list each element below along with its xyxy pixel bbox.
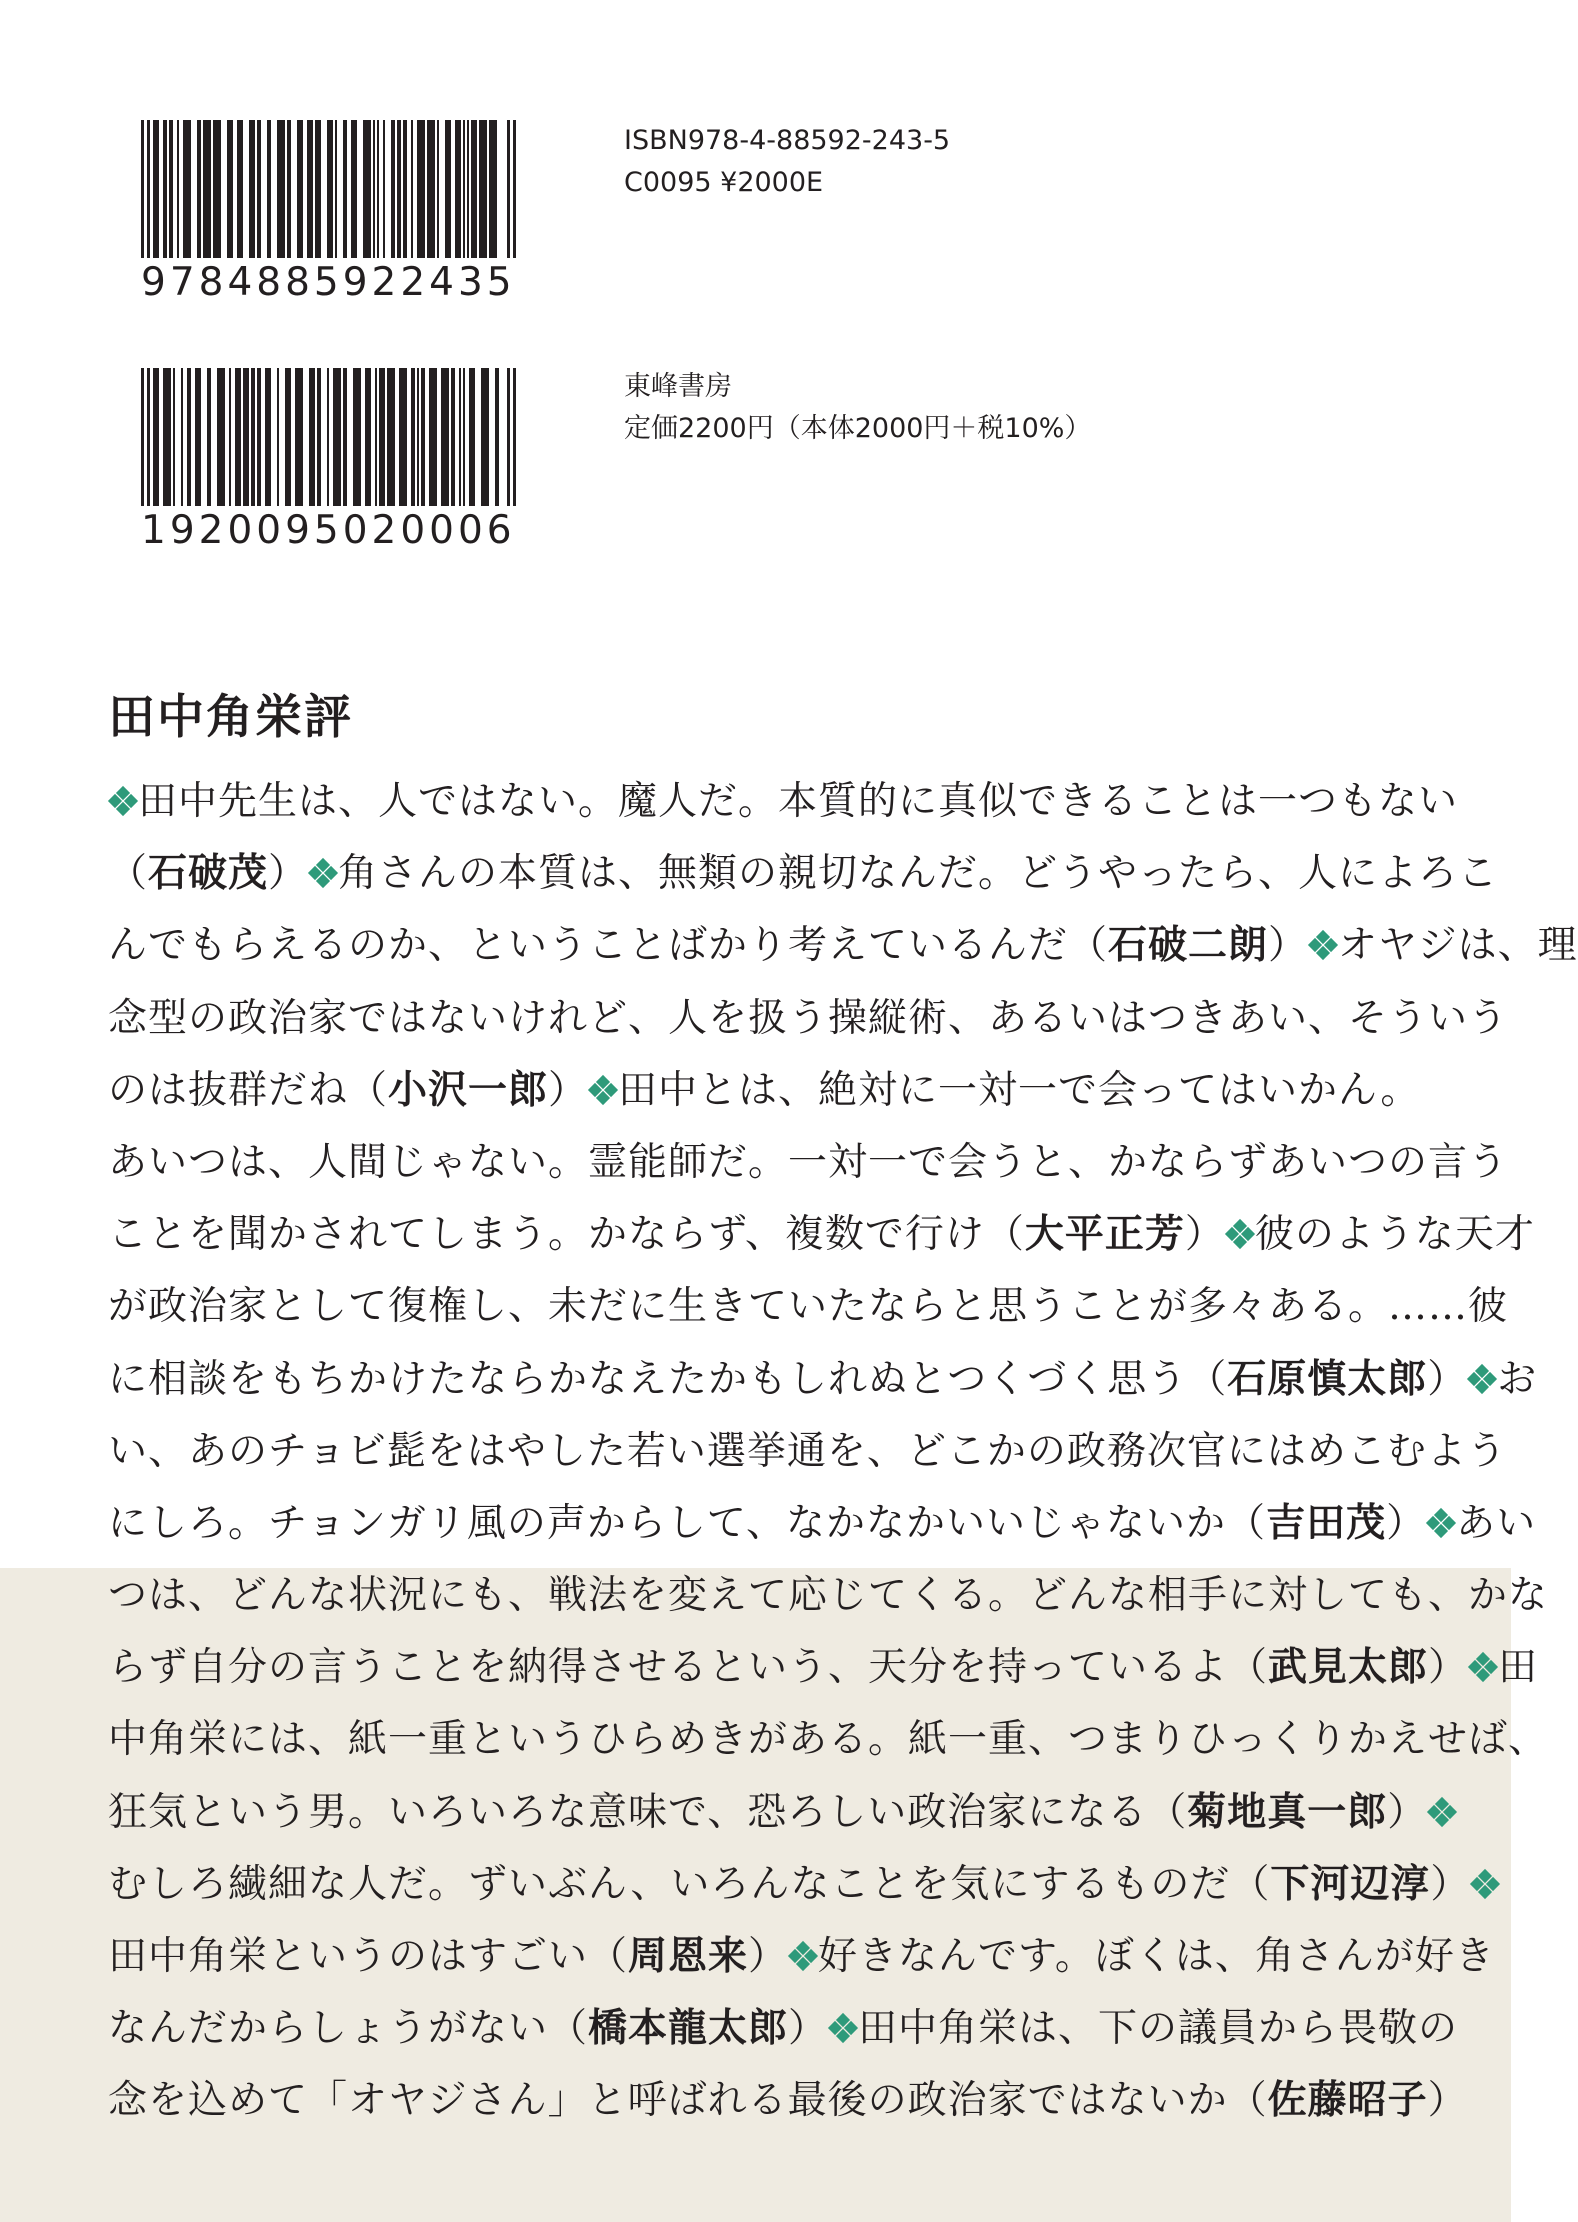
diamond-bullet-icon: [1469, 1366, 1495, 1392]
barcode-bar: [141, 120, 144, 258]
barcode-bar: [429, 368, 437, 506]
barcode-bar: [399, 368, 407, 506]
text-line: [108, 1488, 1537, 1560]
quote-text: なんだからしょうがない（: [108, 2006, 589, 2052]
text-line: [108, 1921, 1495, 1993]
barcode-bar: [163, 120, 167, 258]
quote-text: ）: [1387, 1789, 1428, 1835]
text-line: [108, 1777, 1428, 1849]
text-line: [108, 1993, 1459, 2065]
barcode-bar: [177, 120, 179, 258]
quote-text: 角さんの本質は、無類の親切なんだ。どうやったら、人によろこ: [338, 851, 1499, 897]
barcode-bar: [365, 368, 371, 506]
classification-code: C0095 ¥2000E: [624, 167, 824, 198]
isbn-barcode: [141, 120, 516, 304]
quote-text: 田中角栄は、下の議員から畏敬の: [858, 2006, 1459, 2052]
quote-text: 念を込めて「オヤジさん」と呼ばれる最後の政治家ではないか（: [108, 2078, 1268, 2124]
barcode-bar: [277, 368, 279, 506]
quote-text: お: [1497, 1356, 1538, 1402]
barcode-bar: [207, 368, 211, 506]
quote-text: のは抜群だね（: [108, 1067, 389, 1113]
quote-text: ）: [1430, 1861, 1471, 1907]
quote-author: 橋本龍太郎: [588, 2006, 789, 2052]
barcode-bar: [351, 120, 357, 258]
diamond-bullet-icon: [1470, 1654, 1496, 1680]
quote-text: （: [108, 851, 149, 897]
barcode-bar: [327, 120, 333, 258]
barcode-bar: [481, 368, 489, 506]
barcode-bar: [195, 368, 201, 506]
quote-text: ことを聞かされてしまう。かならず、複数で行け（: [108, 1212, 1025, 1258]
barcode-bar: [451, 368, 455, 506]
barcode-bar: [217, 368, 225, 506]
quote-text: ）: [1428, 1645, 1469, 1691]
barcode-bar: [287, 120, 291, 258]
barcode-bar: [421, 368, 425, 506]
barcode-bar: [469, 368, 475, 506]
quote-text: ）: [748, 1934, 789, 1979]
barcode-bar: [417, 120, 425, 258]
quote-text: 彼のような天才: [1254, 1212, 1535, 1258]
barcode-bars: [141, 120, 516, 258]
barcode-bar: [411, 368, 415, 506]
barcode-bar: [343, 120, 347, 258]
quote-text: あい: [1456, 1500, 1537, 1546]
text-line: [108, 1632, 1539, 1704]
diamond-bullet-icon: [1428, 1510, 1454, 1536]
diamond-bullet-icon: [590, 1077, 616, 1103]
barcode-bar: [387, 368, 395, 506]
barcode-bar: [327, 368, 329, 506]
barcode-bar: [403, 120, 407, 258]
barcode-bar: [307, 120, 313, 258]
barcode-bar: [315, 120, 321, 258]
text-line: [108, 2065, 1468, 2137]
section-heading: 田中角栄評: [108, 690, 353, 745]
quote-text: 田: [1498, 1645, 1539, 1691]
barcode-bar: [463, 368, 465, 506]
text-line: [108, 1560, 1549, 1632]
barcode-bar: [237, 120, 243, 258]
barcode-bar: [169, 120, 173, 258]
text-line: [108, 1055, 1421, 1127]
barcode-digits: 1920095020006: [141, 508, 516, 553]
barcode-bar: [489, 120, 497, 258]
barcode-bar: [163, 368, 171, 506]
barcode-bar: [391, 120, 395, 258]
quote-text: ）: [268, 851, 309, 897]
text-line: [108, 1344, 1538, 1416]
barcode-bar: [227, 120, 233, 258]
quote-text: ）: [548, 1067, 589, 1113]
quote-text: んでもらえるのか、ということばかり考えているんだ（: [108, 923, 1109, 969]
diamond-bullet-icon: [1310, 932, 1336, 958]
barcode-bar: [471, 120, 477, 258]
isbn-info: [624, 120, 950, 204]
diamond-bullet-icon: [790, 1943, 816, 1969]
quote-text: にしろ。チョンガリ風の声からして、なかなかいいじゃないか（: [108, 1500, 1267, 1546]
barcode-bar: [507, 368, 510, 506]
barcode-bar: [479, 120, 487, 258]
barcode-bar: [343, 368, 347, 506]
barcode-bar: [427, 120, 435, 258]
barcode-bar: [265, 368, 271, 506]
text-line: [108, 838, 1499, 910]
barcode-bar: [379, 368, 385, 506]
barcode-bar: [463, 120, 465, 258]
barcode-bar: [459, 368, 461, 506]
barcode-bar: [333, 368, 341, 506]
text-line: [108, 1127, 1509, 1199]
quote-text: 狂気という男。いろいろな意味で、恐ろしい政治家になる（: [108, 1789, 1188, 1835]
barcode-bar: [297, 120, 303, 258]
quote-author: 吉田茂: [1266, 1500, 1387, 1546]
quote-text: らず自分の言うことを納得させるという、天分を持っているよ（: [108, 1645, 1269, 1691]
barcode-bar: [187, 368, 191, 506]
barcode-bar: [417, 368, 419, 506]
quote-text: い、あのチョビ髭をはやした若い選挙通を、どこかの政務次官にはめこむよう: [108, 1428, 1507, 1474]
barcode-bar: [243, 368, 249, 506]
barcode-bar: [445, 120, 451, 258]
barcode-bar: [363, 120, 371, 258]
barcode-bar: [383, 120, 385, 258]
quote-text: つは、どんな状況にも、戦法を変えて応じてくる。どんな相手に対しても、かな: [108, 1573, 1549, 1619]
barcode-bar: [257, 368, 261, 506]
quote-text: むしろ繊細な人だ。ずいぶん、いろんなことを気にするものだ（: [108, 1861, 1271, 1907]
publisher-info: [624, 366, 1091, 450]
text-line: [108, 766, 1459, 838]
text-line: [108, 910, 1578, 982]
quote-author: 佐藤昭子: [1267, 2078, 1428, 2124]
barcode-bar: [437, 120, 439, 258]
text-line: [108, 1199, 1535, 1271]
text-line: [108, 1416, 1507, 1488]
price-text: 定価2200円（本体2000円＋税10%）: [624, 413, 1092, 444]
barcode-bar: [153, 120, 159, 258]
barcode-bar: [267, 120, 271, 258]
barcode-bar: [141, 368, 144, 506]
quote-author: 菊地真一郎: [1187, 1789, 1388, 1835]
barcode-bar: [235, 368, 241, 506]
barcode-bar: [173, 368, 175, 506]
barcode-bar: [513, 120, 516, 258]
barcode-bar: [197, 120, 201, 258]
quote-text: ）: [1427, 2078, 1468, 2124]
price-barcode: [141, 368, 516, 552]
barcode-bar: [375, 368, 377, 506]
quote-author: 石破二朗: [1108, 923, 1269, 969]
quote-text: ）: [1184, 1212, 1225, 1258]
barcode-bar: [249, 120, 255, 258]
quote-text: ）: [1427, 1356, 1468, 1402]
isbn-number: ISBN978-4-88592-243-5: [624, 125, 951, 156]
quote-author: 石原慎太郎: [1227, 1356, 1428, 1402]
quote-text: ）: [788, 2006, 829, 2052]
barcode-bar: [147, 120, 150, 258]
quote-text: オヤジは、理: [1338, 923, 1578, 969]
text-line: [108, 983, 1509, 1055]
barcode-bar: [309, 368, 315, 506]
publisher-name: 東峰書房: [624, 371, 732, 402]
barcode-bar: [467, 120, 469, 258]
barcode-bar: [181, 368, 183, 506]
barcode-bar: [251, 368, 255, 506]
barcode-bar: [441, 368, 449, 506]
barcode-bar: [513, 368, 516, 506]
diamond-bullet-icon: [830, 2015, 856, 2041]
barcode-bar: [153, 368, 159, 506]
quote-author: 周恩来: [628, 1934, 749, 1979]
diamond-bullet-icon: [110, 788, 136, 814]
barcode-bar: [229, 368, 231, 506]
quote-text: 好きなんです。ぼくは、角さんが好き: [818, 1934, 1495, 1979]
barcode-bar: [377, 120, 379, 258]
quote-author: 武見太郎: [1268, 1645, 1429, 1691]
quote-text: に相談をもちかけたならかなえたかもしれぬとつくづく思う（: [108, 1356, 1228, 1402]
barcode-bar: [455, 120, 461, 258]
barcode-bar: [257, 120, 261, 258]
quote-author: 石破茂: [148, 851, 269, 897]
barcode-bar: [495, 368, 499, 506]
quote-author: 小沢一郎: [388, 1067, 549, 1113]
barcode-bar: [411, 120, 413, 258]
quote-text: 念型の政治家ではないけれど、人を扱う操縦術、あるいはつきあい、そういう: [108, 995, 1509, 1041]
quote-text: ）: [1268, 923, 1309, 969]
quotes-body: [108, 766, 1578, 2138]
text-line: [108, 1704, 1549, 1776]
quote-text: 田中先生は、人ではない。魔人だ。本質的に真似できることは一つもない: [138, 779, 1459, 824]
barcode-bar: [317, 368, 321, 506]
quote-text: が政治家として復権し、未だに生きていたならと思うことが多々ある。……彼: [108, 1284, 1509, 1330]
barcode-bar: [397, 120, 401, 258]
barcode-bar: [203, 120, 211, 258]
barcode-bar: [295, 368, 303, 506]
barcode-bar: [183, 120, 191, 258]
diamond-bullet-icon: [1227, 1221, 1253, 1247]
barcode-bar: [277, 120, 285, 258]
barcode-bars: [141, 368, 516, 506]
quote-text: ）: [1386, 1500, 1427, 1546]
barcode-bar: [213, 120, 221, 258]
barcode-bar: [147, 368, 150, 506]
barcode-bar: [353, 368, 361, 506]
barcode-digits: 9784885922435: [141, 260, 516, 305]
quote-text: 田中とは、絶対に一対一で会ってはいかん。: [618, 1067, 1421, 1113]
quote-text: あいつは、人間じゃない。霊能師だ。一対一で会うと、かならずあいつの言う: [108, 1139, 1509, 1185]
text-line: [108, 1271, 1509, 1343]
diamond-bullet-icon: [1429, 1799, 1455, 1825]
barcode-bar: [507, 120, 510, 258]
barcode-bar: [373, 120, 375, 258]
diamond-bullet-icon: [310, 860, 336, 886]
barcode-bar: [285, 368, 291, 506]
quote-author: 下河辺淳: [1270, 1861, 1431, 1907]
quote-text: 中角栄には、紙一重というひらめきがある。紙一重、つまりひっくりかえせば、: [108, 1717, 1549, 1763]
quote-text: 田中角栄というのはすごい（: [108, 1934, 629, 1979]
quote-author: 大平正芳: [1024, 1212, 1185, 1258]
diamond-bullet-icon: [1472, 1871, 1498, 1897]
text-line: [108, 1849, 1471, 1921]
barcode-bar: [335, 120, 337, 258]
